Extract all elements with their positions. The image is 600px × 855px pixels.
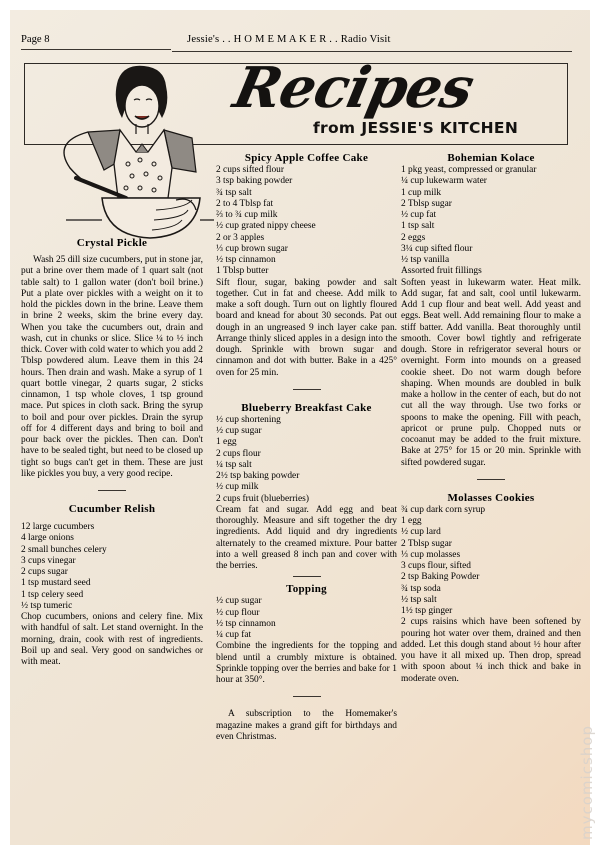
ingredient: ½ cup lard <box>401 527 441 538</box>
ingredient: 1 tsp mustard seed <box>21 578 91 589</box>
recipe-body-crystal-pickle: Wash 25 dill size cucumbers, put in stone jar, put a brine over them made of 1 quart salt (not table salt) to 1 gallon water (don't boil brine.) Put a plate over pickles with a weight on it to hold the pickles down in the brine. Leave them in brine 2 weeks, skim the brine every day. When you take the cucumbers out, drain and wash, cut in chunks or slice. Slice ¼ to ½ inch thick. Cover with cold water to which you add 2 Tblsp powdered alum. Leave them in this 24 hours. Then drain and wash. Make a syrup of 1 quart bottle vinegar, 2 quarts sugar, 2 sticks cinnamon, 1 tsp whole cloves, 1 tsp ground mace. Put spices in cloth sack. Bring the syrup to boil and pour over pickles. Drain the syrup off for 4 different days and bring to boil and pour back over the pickles. Then can. Don't have to be sealed tight, but need to be closed up tight so bugs can't get in them. These are just like pickles you buy, a very good recipe. <box>21 255 203 479</box>
ingredient: ⅓ cup brown sugar <box>216 243 288 254</box>
ingredient: 1 tsp salt <box>401 221 435 232</box>
ingredient: 2 or 3 apples <box>216 232 265 243</box>
banner-from: from <box>313 119 356 137</box>
ingredient: ½ cup milk <box>216 482 259 493</box>
section-divider <box>293 696 321 697</box>
ingredient: ¾ tsp salt <box>216 187 252 198</box>
recipe-title-kolace: Bohemian Kolace <box>447 152 535 164</box>
ingredient-list-blueberry <box>216 415 397 505</box>
banner-subtitle <box>313 119 518 137</box>
column-3 <box>401 152 581 685</box>
ingredient: ⅓ cup molasses <box>401 549 461 560</box>
section-divider <box>98 490 126 491</box>
cook-illustration <box>36 60 216 240</box>
ingredient: 2 cups fruit (blueberries) <box>216 493 309 504</box>
ingredient: Assorted fruit fillings <box>401 266 482 277</box>
banner-kitchen: JESSIE'S KITCHEN <box>361 119 519 137</box>
recipe-title-crystal-pickle: Crystal Pickle <box>76 237 148 249</box>
ingredient: 2 cups flour <box>216 448 261 459</box>
recipe-body-blueberry: Cream fat and sugar. Add egg and beat thoroughly. Measure and sift together the dry ingredients. Add liquid and dry ingredients alternately to the creamed mixture. Pour batter into a well greased 8 inch pan and cover with the berries. <box>216 504 397 571</box>
watermark: mycomicshop <box>578 725 596 840</box>
ingredient: ½ tsp tumeric <box>21 600 73 611</box>
ingredient: 12 large cucumbers <box>21 522 95 532</box>
ingredient: ¼ cup fat <box>216 630 252 640</box>
ingredient: 1 tsp celery seed <box>21 589 84 600</box>
ingredient: ½ cup flour <box>216 607 260 618</box>
recipe-title-spicy-apple: Spicy Apple Coffee Cake <box>244 152 369 164</box>
ingredient: ½ tsp salt <box>401 594 437 605</box>
header-rule-left <box>21 49 171 50</box>
ingredient: 2 tsp Baking Powder <box>401 572 480 583</box>
banner-script-title: Recipes <box>227 55 479 121</box>
column-2 <box>216 152 397 743</box>
ingredient-list-topping <box>216 596 397 641</box>
ingredient: 3¼ cup sifted flour <box>401 243 473 254</box>
publication-title: Jessie's . . H O M E M A K E R . . Radio Visit <box>187 34 391 45</box>
ingredient: 2 Tblsp sugar <box>401 538 452 549</box>
ingredient: 1 cup milk <box>401 187 442 198</box>
ingredient: ½ tsp cinnamon <box>216 618 276 629</box>
ingredient: ¼ tsp salt <box>216 459 252 470</box>
ingredient: 3 cups flour, sifted <box>401 561 471 571</box>
ingredient: 1½ tsp ginger <box>401 606 453 616</box>
ingredient: 2½ tsp baking powder <box>216 471 300 481</box>
ingredient: ½ cup grated nippy cheese <box>216 221 316 232</box>
recipe-title-cucumber-relish: Cucumber Relish <box>68 503 156 515</box>
recipe-body-cucumber-relish: Chop cucumbers, onions and celery fine. Mix with handful of salt. Let stand overnight. In the morning, drain, cook with rest of ingredients. Boil up and seal. Very good on sandwiches or with meat. <box>21 612 203 667</box>
recipe-title-topping: Topping <box>286 583 327 596</box>
ingredient: ¾ cup dark corn syrup <box>401 504 486 515</box>
ingredient: ½ tsp vanilla <box>401 255 450 265</box>
subscription-note: A subscription to the Homemaker's magazine makes a grand gift for birthdays and even Christmas. <box>216 709 397 742</box>
ingredient: 4 large onions <box>21 533 74 544</box>
ingredient: ½ tsp cinnamon <box>216 255 276 265</box>
recipe-body-molasses: 2 cups raisins which have been softened by pouring hot water over them, drained and then added. Let this dough stand about ½ hour after you have it all mixed up. Then drop, spread with spoon about ¼ inch thick and bake in moderate oven. <box>401 617 581 684</box>
ingredient: ⅔ to ¾ cup milk <box>216 210 278 220</box>
ingredient: ½ cup sugar <box>216 426 262 436</box>
recipe-body-spicy-apple: Sift flour, sugar, baking powder and salt together. Cut in fat and cheese. Add milk to make a soft dough. Turn out on lightly floured board and knead for about 30 seconds. Pat out dough in an ungreased 9 inch layer cake pan. Arrange thinly sliced apples in a design into the dough. Sprinkle with brown sugar and cinnamon and dot with butter. Bake in a 425° oven for 25 min. <box>216 277 397 378</box>
ingredient: ½ cup shortening <box>216 414 281 425</box>
ingredient: 2 eggs <box>401 232 426 243</box>
ingredient: 2 Tblsp sugar <box>401 198 452 209</box>
ingredient: 2 cups sugar <box>21 567 68 577</box>
ingredient: 2 cups sifted flour <box>216 165 284 175</box>
ingredient: 1 egg <box>216 437 237 448</box>
ingredient-list-cucumber-relish <box>21 522 203 612</box>
section-divider <box>293 576 321 577</box>
ingredient-list-spicy-apple <box>216 165 397 278</box>
ingredient: ¼ cup lukewarm water <box>401 176 487 187</box>
ingredient-list-kolace <box>401 165 581 278</box>
ingredient-list-molasses <box>401 505 581 618</box>
ingredient: ¾ tsp soda <box>401 583 441 594</box>
recipe-title-blueberry: Blueberry Breakfast Cake <box>241 401 372 414</box>
ingredient: ½ cup fat <box>401 210 437 220</box>
ingredient: ½ cup sugar <box>216 596 262 607</box>
ingredient: 1 egg <box>401 516 422 526</box>
running-header <box>21 33 567 49</box>
ingredient: 3 tsp baking powder <box>216 176 293 187</box>
column-1 <box>21 237 203 668</box>
ingredient: 2 to 4 Tblsp fat <box>216 198 274 209</box>
section-divider <box>477 479 505 480</box>
header-rule-right <box>172 51 572 52</box>
recipe-body-kolace: Soften yeast in lukewarm water. Heat milk. Add sugar, fat and salt, cool until lukewarm. Add 1 cup flour and beat well. Add yeast and eggs. Beat well. Add remaining flour to make a stiff batter. Add vanilla. Beat thoroughly until smooth. Cover bowl tightly and refrigerate dough. Store in refrigerator several hours or overnight. Form into mounds on a greased cookie sheet. Do not warm dough before shaping. When mounds are doubled in bulk make a hollow in the center of each, but do not cut all the way through. Use two forks or spoons to make the opening. Fill with peach, apricot or prune pulp. Chopped nuts or cocoanut may be added to the fruit mixture. Bake at 275° for 15 or 20 min. Sprinkle with sifted powdered sugar. <box>401 277 581 468</box>
recipe-title-molasses: Molasses Cookies <box>447 491 535 504</box>
ingredient: 2 small bunches celery <box>21 544 107 555</box>
recipe-body-topping: Combine the ingredients for the topping and blend until a crumbly mixture is obtained. Sprinkle topping over the berries and bake for 1 hour at 350°. <box>216 641 397 685</box>
page-number: Page 8 <box>21 34 50 45</box>
ingredient: 3 cups vinegar <box>21 555 76 566</box>
ingredient: 1 pkg yeast, compressed or granular <box>401 165 537 175</box>
section-divider <box>293 389 321 390</box>
ingredient: 1 Tblsp butter <box>216 266 269 277</box>
